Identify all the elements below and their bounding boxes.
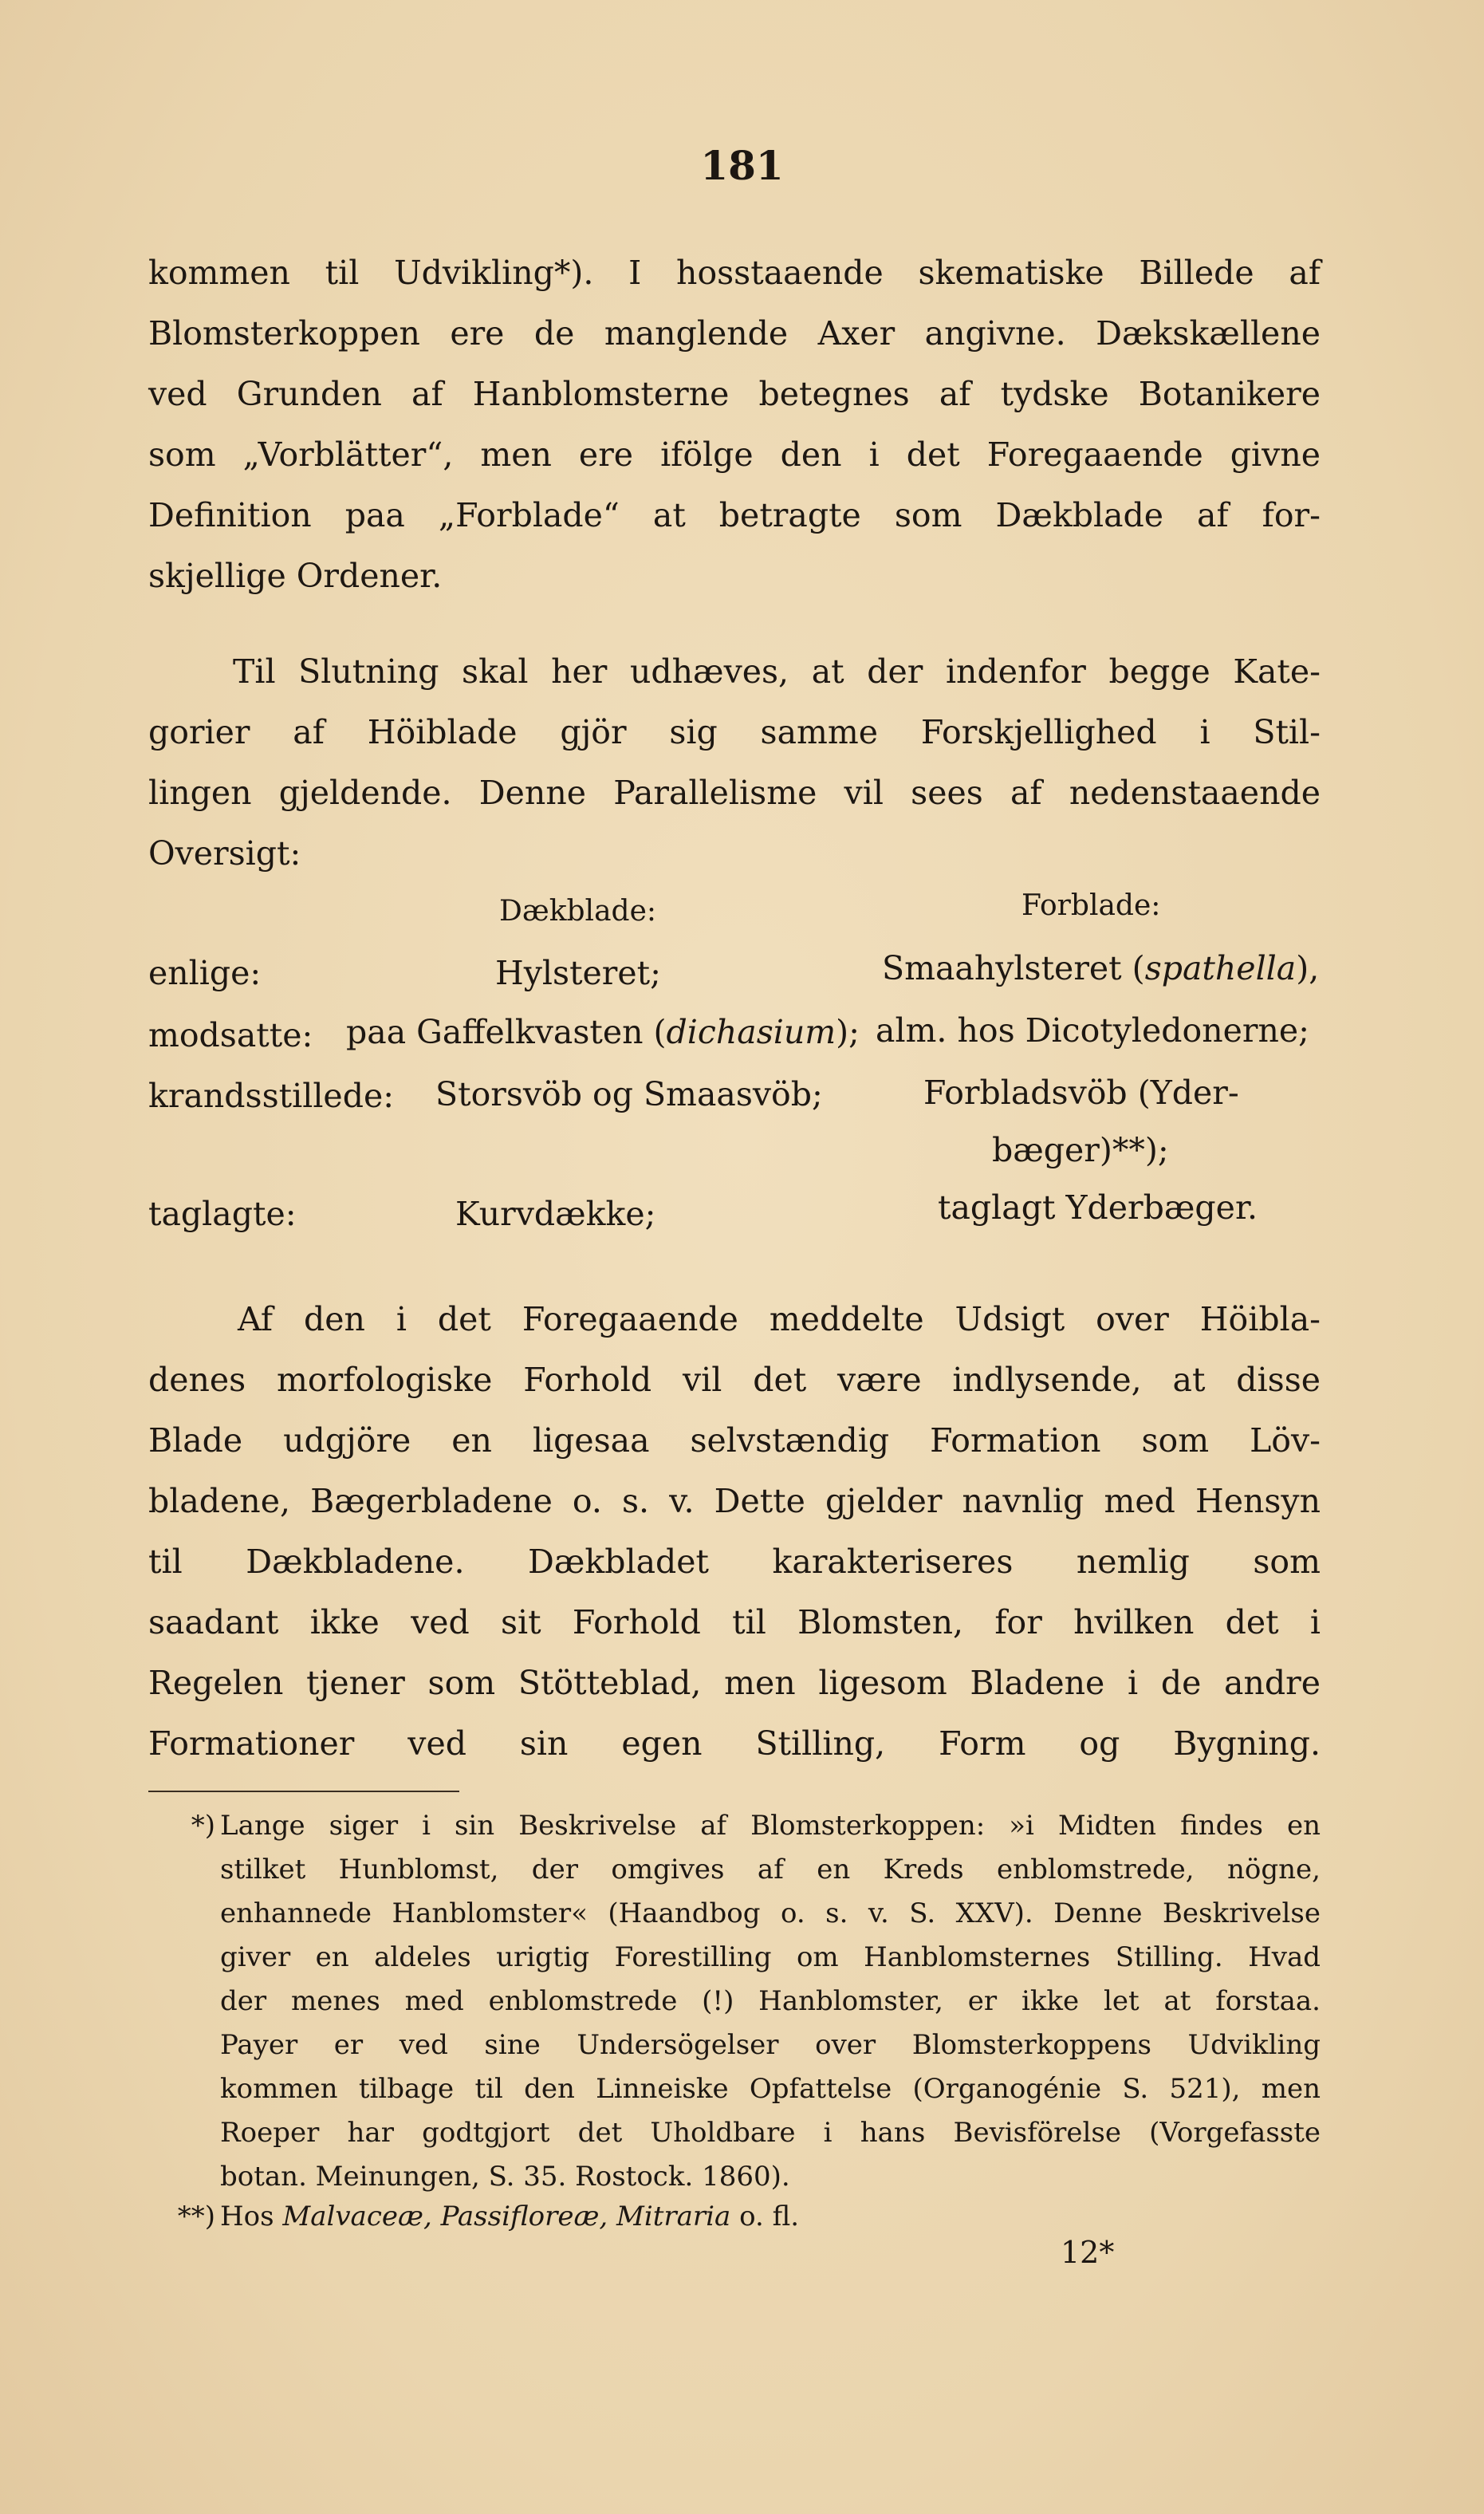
cell-modsatte-for: alm. hos Dicotyledonerne;: [876, 1011, 1309, 1050]
paragraph-2: [148, 641, 1321, 884]
cell-taglagte-for: taglagt Yderbæger.: [938, 1188, 1258, 1227]
text-line: skjellige Ordener.: [148, 557, 443, 595]
cell-krands-for-1: Forbladsvöb (Yder-: [923, 1074, 1239, 1112]
footnote-line: der menes med enblomstrede (!) Hanblomster, er ikke let at forstaa.: [220, 1985, 1321, 2017]
text-line: som „Vorblätter“, men ere ifölge den i det Foregaaende givne: [148, 435, 1321, 474]
text-line: Regelen tjener som Stötteblad, men ligesom Bladene i de andre: [148, 1664, 1321, 1702]
cell-modsatte-dak: paa Gaffelkvasten (dichasium);: [346, 1013, 860, 1051]
paragraph-1: [148, 242, 1321, 606]
text-line: Blade udgjöre en ligesaa selvstændig Formation som Löv-: [148, 1421, 1321, 1460]
row-label-modsatte: modsatte:: [148, 1016, 313, 1054]
footnote-line: Roeper har godtgjort det Uholdbare i hans Bevisförelse (Vorgefasste: [220, 2117, 1321, 2149]
footnote-line: stilket Hunblomst, der omgives af en Kreds enblomstrede, nögne,: [220, 1854, 1321, 1886]
text-line: denes morfologiske Forhold vil det være indlysende, at disse: [148, 1361, 1321, 1399]
footnote-line: giver en aldeles urigtig Forestilling om Hanblomsternes Stilling. Hvad: [220, 1941, 1321, 1973]
cell-enlige-dak: Hylsteret;: [495, 954, 661, 992]
footnote-rule: [148, 1791, 459, 1792]
text-line: til Dækbladene. Dækbladet karakteriseres nemlig som: [148, 1543, 1321, 1581]
footnote-line: Lange siger i sin Beskrivelse af Blomsterkoppen: »i Midten findes en: [220, 1810, 1321, 1842]
footnote-line: Hos Malvaceæ, Passifloreæ, Mitraria o. fl.: [220, 2201, 800, 2232]
text-line: Af den i det Foregaaende meddelte Udsigt over Höibla-: [238, 1300, 1321, 1338]
text-line: ved Grunden af Hanblomsterne betegnes af tydske Botanikere: [148, 375, 1321, 413]
text-line: Blomsterkoppen ere de manglende Axer angivne. Dækskællene: [148, 314, 1321, 353]
signature-mark: 12*: [1061, 2235, 1115, 2270]
cell-enlige-for: Smaahylsteret (spathella),: [882, 949, 1320, 987]
row-label-krands: krandsstillede:: [148, 1077, 395, 1115]
footnote-line: botan. Meinungen, S. 35. Rostock. 1860).: [220, 2161, 790, 2193]
footnote-line: enhannede Hanblomster« (Haandbog o. s. v. S. XXV). Denne Beskrivelse: [220, 1897, 1321, 1929]
text-line: gorier af Höiblade gjör sig samme Forskjellighed i Stil-: [148, 713, 1321, 751]
cell-krands-for-2: bæger)**);: [992, 1131, 1169, 1169]
text-line: saadant ikke ved sit Forhold til Blomsten, for hvilken det i: [148, 1603, 1321, 1641]
text-line: kommen til Udvikling*). I hosstaaende skematiske Billede af: [148, 254, 1321, 292]
paragraph-3: [148, 1289, 1321, 1774]
text-line: Til Slutning skal her udhæves, at der indenfor begge Kate-: [233, 652, 1321, 691]
row-label-taglagte: taglagte:: [148, 1195, 297, 1233]
footnote-line: Payer er ved sine Undersögelser over Blomsterkoppens Udvikling: [220, 2029, 1321, 2061]
row-label-enlige: enlige:: [148, 954, 262, 992]
footnote-line: kommen tilbage til den Linneiske Opfattelse (Organogénie S. 521), men: [220, 2073, 1321, 2105]
footnote-marker: *): [191, 1810, 215, 1842]
footnote-marker: **): [177, 2201, 215, 2232]
text-line: Formationer ved sin egen Stilling, Form og Bygning.: [148, 1724, 1321, 1763]
header-forblade: Forblade:: [1021, 889, 1161, 922]
text-line: Oversigt:: [148, 834, 301, 873]
cell-taglagte-dak: Kurvdække;: [455, 1195, 656, 1233]
text-line: bladene, Bægerbladene o. s. v. Dette gjelder navnlig med Hensyn: [148, 1482, 1321, 1520]
text-line: lingen gjeldende. Denne Parallelisme vil sees af nedenstaaende: [148, 774, 1321, 812]
header-dakblade: Dækblade:: [499, 895, 657, 928]
cell-krands-dak: Storsvöb og Smaasvöb;: [435, 1075, 823, 1113]
text-line: Definition paa „Forblade“ at betragte som Dækblade af for-: [148, 496, 1321, 534]
page-number: 181: [700, 142, 784, 189]
